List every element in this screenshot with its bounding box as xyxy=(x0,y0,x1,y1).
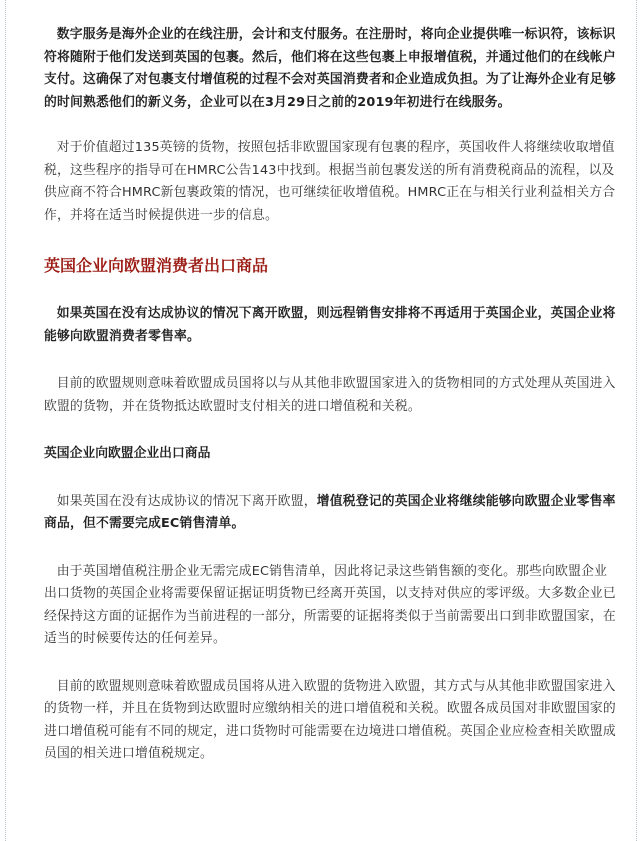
paragraph-digital-service: 数字服务是海外企业的在线注册，会计和支付服务。在注册时，将向企业提供唯一标识符，该标识符将随附于他们发送到英国的包裹。然后，他们将在这些包裹上申报增值税，并通过他们的在线帐户支付。这确保了对包裹支付增值税的过程不会对英国消费者和企业造成负担。为了让海外企业有足够的时间熟悉他们的新义务，企业可以在3月29日之前的2019年初进行在线服务。 xyxy=(44,27,616,110)
paragraph-records: 由于英国增值税注册企业无需完成EC销售清单，因此将记录这些销售额的变化。那些向欧盟企业出口货物的英国企业将需要保留证据证明货物已经离开英国，以支持对供应的零评级。大多数企业已经保持这方面的证据作为当前进程的一部分，所需要的证据将类似于当前需要出口到非欧盟国家，在适当的时候要传达的任何差异。 xyxy=(44,563,616,646)
no-deal-b2b-plain: 如果英国在没有达成协议的情况下离开欧盟， xyxy=(56,493,317,509)
article-body xyxy=(44,24,620,766)
section-heading-export-consumers: 英国企业向欧盟消费者出口商品 xyxy=(44,256,269,275)
no-deal-b2b-bold: 增值税登记的英国企业将继续能够向欧盟企业零售率商品，但不需要完成EC销售清单。 xyxy=(44,493,616,531)
sub-heading-export-business: 英国企业向欧盟企业出口商品 xyxy=(44,446,211,461)
paragraph-no-deal-b2b xyxy=(44,491,620,536)
paragraph-eu-rules-1: 目前的欧盟规则意味着欧盟成员国将以与从其他非欧盟国家进入的货物相同的方式处理从英国进入欧盟的货物，并在货物抵达欧盟时支付相关的进口增值税和关税。 xyxy=(44,376,616,414)
paragraph-no-deal-distance-selling: 如果英国在没有达成协议的情况下离开欧盟，则远程销售安排将不再适用于英国企业，英国企业将能够向欧盟消费者零售率。 xyxy=(44,306,616,344)
paragraph-eu-rules-2: 目前的欧盟规则意味着欧盟成员国将从进入欧盟的货物进入欧盟，其方式与从其他非欧盟国家进入的货物一样，并且在货物到达欧盟时应缴纳相关的进口增值税和关税。欧盟各成员国对非欧盟国家的进口增值税可能有不同的规定，进口货物时可能需要在边境进口增值税。英国企业应检查相关欧盟成员国的相关进口增值税规定。 xyxy=(44,678,616,761)
paragraph-goods-over-135: 对于价值超过135英镑的货物，按照包括非欧盟国家现有包裹的程序，英国收件人将继续收取增值税，这些程序的指导可在HMRC公告143中找到。根据当前包裹发送的所有消费税商品的流程，以及供应商不符合HMRC新包裹政策的情况，也可继续征收增值税。HMRC正在与相关行业利益相关方合作，并将在适当时候提供进一步的信息。 xyxy=(44,140,616,223)
